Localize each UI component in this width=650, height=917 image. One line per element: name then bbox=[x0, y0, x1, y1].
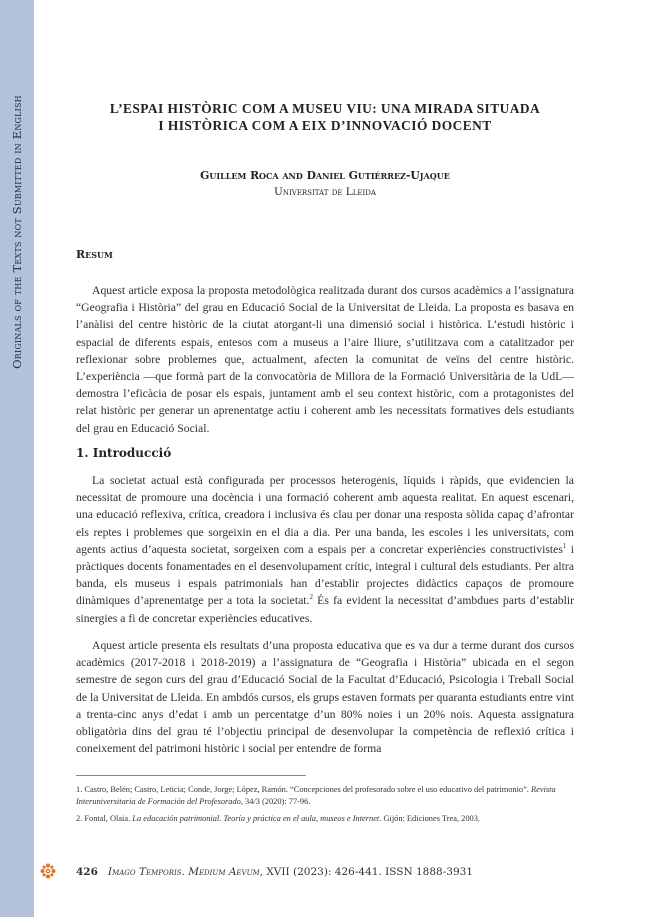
page-footer bbox=[76, 866, 574, 878]
author-block bbox=[76, 168, 574, 200]
footnote-ref-2[interactable]: 2 bbox=[309, 593, 313, 602]
journal-name: Imago Temporis. Medium Aevum bbox=[107, 866, 260, 878]
footnote-ref-1[interactable]: 1 bbox=[562, 541, 567, 550]
footnote-2 bbox=[76, 813, 574, 825]
footnote-rule bbox=[76, 775, 306, 776]
intro-paragraph-1-part-c: És fa evident la necessitat d’ambdues parts d’establir sinergies a fi de concretar experiències educatives. bbox=[76, 594, 575, 625]
footnote-1-issue: , 34/3 (2020): 77-96. bbox=[240, 797, 311, 806]
footnote-2-publisher: . Gijón: Ediciones Trea, 2003. bbox=[379, 814, 480, 823]
footnote-1-authors: 1. Castro, Belén; Castro, Leticia; Conde, Jorge; López, Ramón. “Concepciones del profesorado sobre el uso educativo del patrimonio”. bbox=[76, 785, 531, 794]
side-label: Originals of the Texts not Submitted in English bbox=[10, 95, 24, 369]
author-names: Guillem Roca and Daniel Gutiérrez-Ujaque bbox=[200, 169, 450, 182]
title-line-2: I HISTÒRICA COM A EIX D’INNOVACIÓ DOCENT bbox=[158, 118, 492, 133]
footnote-1 bbox=[76, 784, 574, 808]
abstract-heading: Resum bbox=[76, 248, 113, 261]
section-heading-introduccio: 1. Introducció bbox=[76, 446, 172, 460]
footnote-1-journal: Revista Interuniversitaria de Formación del Profesorado bbox=[76, 785, 556, 806]
ornament-icon bbox=[40, 863, 56, 879]
intro-paragraph-2: Aquest article presenta els resultats d’una proposta educativa que es va dur a terme durant dos cursos acadèmics (2017-2018 i 2018-2019) a l’assignatura de “Geografia i Història” ubicada en el segon semestre de segon curs del grau d’Educació Social de la Facultat d’Educació, Psicologia i Treball Social de la Universitat de Lleida. En ambdós cursos, els grups estaven formats per quaranta estudiants entre vint a trenta-cinc anys d’edat i amb un percentatge d’un 80% noies i un 20% nois. Aquesta assignatura obligatòria dins del grau té l’objectiu principal de desenvolupar la competència de reflexió crítica i coneixement del patrimoni històric i social per entendre de forma bbox=[76, 639, 574, 756]
intro-paragraph-1-part-a: La societat actual està configurada per processos heterogenis, líquids i ràpids, que evidencien la necessitat de promoure una docència i una formació coherent amb aquesta realitat. En aquest escenari, una educació reflexiva, crítica, creadora i inclusiva és clau per donar una resposta sòlida capaç d’afrontar els reptes i problemes que sorgeixin en el dia a dia. Per una banda, les escoles i les universitats, com agents actius d’aquesta societat, sorgeixen com a espais per a concretar experiències constructivistes bbox=[76, 474, 574, 556]
footnote-2-title: La educación patrimonial. Teoría y práctica en el aula, museos e Internet bbox=[132, 814, 380, 823]
article-title bbox=[76, 100, 574, 134]
journal-citation: , XVII (2023): 426-441. ISSN 1888-3931 bbox=[259, 866, 473, 878]
footnotes bbox=[76, 784, 574, 830]
page-number: 426 bbox=[76, 866, 98, 878]
abstract-text: Aquest article exposa la proposta metodològica realitzada durant dos cursos acadèmics a l’assignatura “Geografia i Història” del grau en Educació Social de la Universitat de Lleida. La proposta es basava en l’anàlisi del centre històric de la ciutat atorgant-li una dimensió social i històrica. L’estudi històric i espacial de diferents espais, entesos com a museus a l’aire lliure, s’utilitzava com a catalitzador per reflexionar sobre problemes que, actualment, afecten la comunitat de veïns del centre històric. L’experiència —que formà part de la convocatòria de Millora de la Formació Universitària de la UdL— demostra l’eficàcia de posar els espais, juntament amb el seu context històric, com a protagonistes del relat històric per generar un aprenentatge actiu i coherent amb les necessitats formatives dels estudiants del grau en Educació Social. bbox=[76, 284, 574, 435]
title-line-1: L’ESPAI HISTÒRIC COM A MUSEU VIU: UNA MIRADA SITUADA bbox=[109, 101, 541, 116]
author-affiliation: Universitat de Lleida bbox=[274, 186, 376, 198]
side-band bbox=[0, 0, 34, 917]
intro-paragraph-1 bbox=[76, 472, 574, 627]
intro-paragraph-1-part-b: i pràctiques docents fonamentades en el desenvolupament crític, integral i cultural dels estudiants. Per altra banda, els museus i espais patrimonials han d’establir projectes didàctics capaços de promoure dinàmiques d’aprenentatge per a tota la societat. bbox=[76, 542, 575, 608]
footnote-2-author: 2. Fontal, Olaia. bbox=[76, 814, 133, 823]
